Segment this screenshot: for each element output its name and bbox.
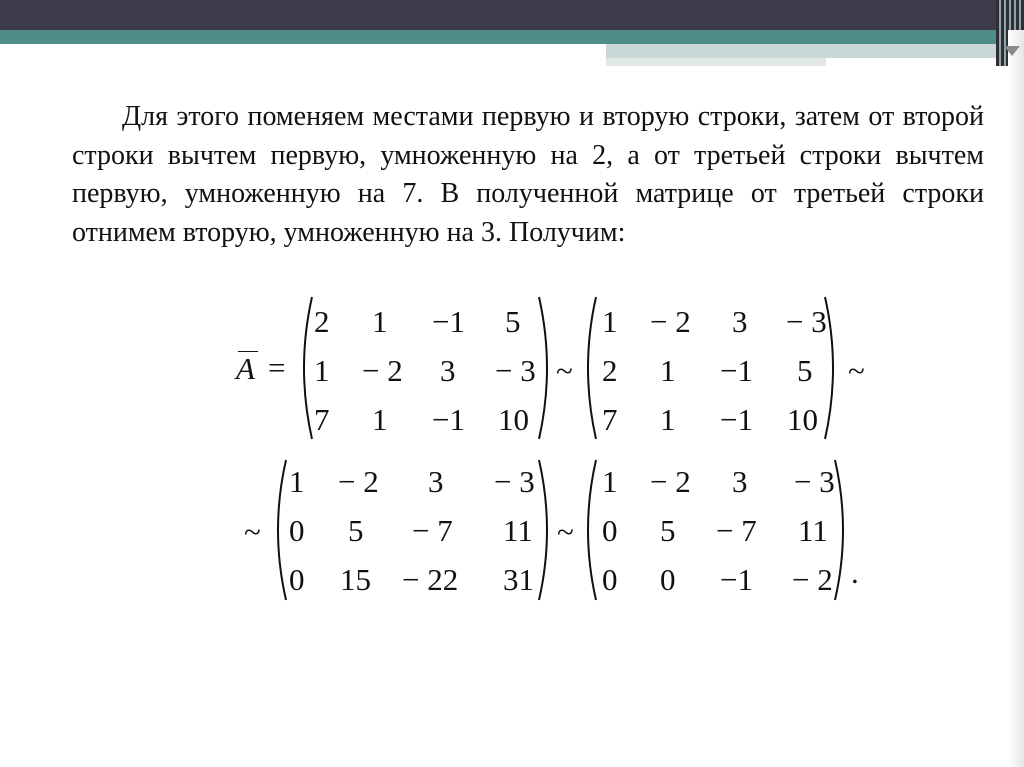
- matrix-cell: 15: [340, 562, 371, 597]
- matrix-cell: 0: [289, 513, 305, 548]
- matrix-cell: −1: [720, 562, 753, 597]
- matrix-cell: 7: [602, 402, 618, 437]
- matrix-cell: − 3: [794, 464, 835, 499]
- matrix-cell: − 3: [494, 464, 535, 499]
- matrix-cell: 7: [314, 402, 330, 437]
- matrix-1-left-bracket: [304, 297, 312, 439]
- matrix-cell: 31: [503, 562, 534, 597]
- page-edge-shadow: [1008, 30, 1024, 767]
- matrix-cell: 11: [798, 513, 828, 548]
- matrix-cell: − 2: [650, 304, 691, 339]
- matrix-cell: 1: [372, 304, 388, 339]
- matrix-cell: 0: [602, 513, 618, 548]
- tilde-4: ~: [557, 514, 574, 549]
- matrix-cell: − 3: [786, 304, 827, 339]
- matrix-4-right-bracket: [835, 460, 843, 600]
- matrix-cell: 3: [732, 304, 748, 339]
- matrix-cell: 1: [314, 353, 330, 388]
- matrix-4-left-bracket: [588, 460, 596, 600]
- matrix-cell: 1: [602, 464, 618, 499]
- matrix-1-right-bracket: [539, 297, 547, 439]
- final-period: .: [851, 555, 859, 590]
- matrix-a-symbol: A: [236, 351, 255, 386]
- matrix-cell: 1: [289, 464, 305, 499]
- matrix-cell: −1: [720, 353, 753, 388]
- matrix-3-left-bracket: [278, 460, 286, 600]
- matrix-cell: − 3: [495, 353, 536, 388]
- matrix-cell: 1: [660, 402, 676, 437]
- matrix-cell: 5: [348, 513, 364, 548]
- body-paragraph: Для этого поменяем местами первую и вторую строки, затем от второй строки вычтем первую, умноженную на 2, а от третьей строки вычтем первую, умноженную на 7. В полученной матрице от третьей строки отнимем вторую, умноженную на 3. Получим:: [72, 101, 984, 248]
- matrix-cell: − 2: [338, 464, 379, 499]
- matrix-cell: 3: [732, 464, 748, 499]
- matrix-cell: −1: [720, 402, 753, 437]
- matrix-cell: 0: [602, 562, 618, 597]
- matrix-cell: − 2: [650, 464, 691, 499]
- tilde-2: ~: [848, 353, 865, 388]
- header-light-bar: [606, 44, 1006, 58]
- matrix-cell: 0: [660, 562, 676, 597]
- header-teal-band: [0, 30, 1010, 44]
- matrix-cell: 3: [440, 353, 456, 388]
- matrix-cell: −1: [432, 402, 465, 437]
- matrix-cell: − 2: [792, 562, 833, 597]
- matrix-cell: 0: [289, 562, 305, 597]
- corner-triangle-icon: [1004, 46, 1020, 56]
- matrix-cell: 5: [505, 304, 521, 339]
- tilde-1: ~: [556, 353, 573, 388]
- matrix-cell: −1: [432, 304, 465, 339]
- matrix-cell: 10: [498, 402, 529, 437]
- matrix-cell: 1: [602, 304, 618, 339]
- header-dark-band: [0, 0, 1024, 30]
- matrix-cell: − 22: [402, 562, 459, 597]
- equals-sign: =: [268, 350, 286, 385]
- matrix-cell: 3: [428, 464, 444, 499]
- matrix-3-right-bracket: [539, 460, 547, 600]
- matrix-cell: − 7: [412, 513, 453, 548]
- matrix-cell: 5: [660, 513, 676, 548]
- matrix-cell: 11: [503, 513, 533, 548]
- matrix-cell: 2: [314, 304, 330, 339]
- matrix-cell: 1: [660, 353, 676, 388]
- matrix-cell: 10: [787, 402, 818, 437]
- matrix-cell: 2: [602, 353, 618, 388]
- matrix-cell: 1: [372, 402, 388, 437]
- matrix-cell: − 2: [362, 353, 403, 388]
- tilde-3: ~: [244, 514, 261, 549]
- matrix-cell: − 7: [716, 513, 757, 548]
- matrix-2-left-bracket: [588, 297, 596, 439]
- header-light-bar-thin: [606, 58, 826, 66]
- matrix-cell: 5: [797, 353, 813, 388]
